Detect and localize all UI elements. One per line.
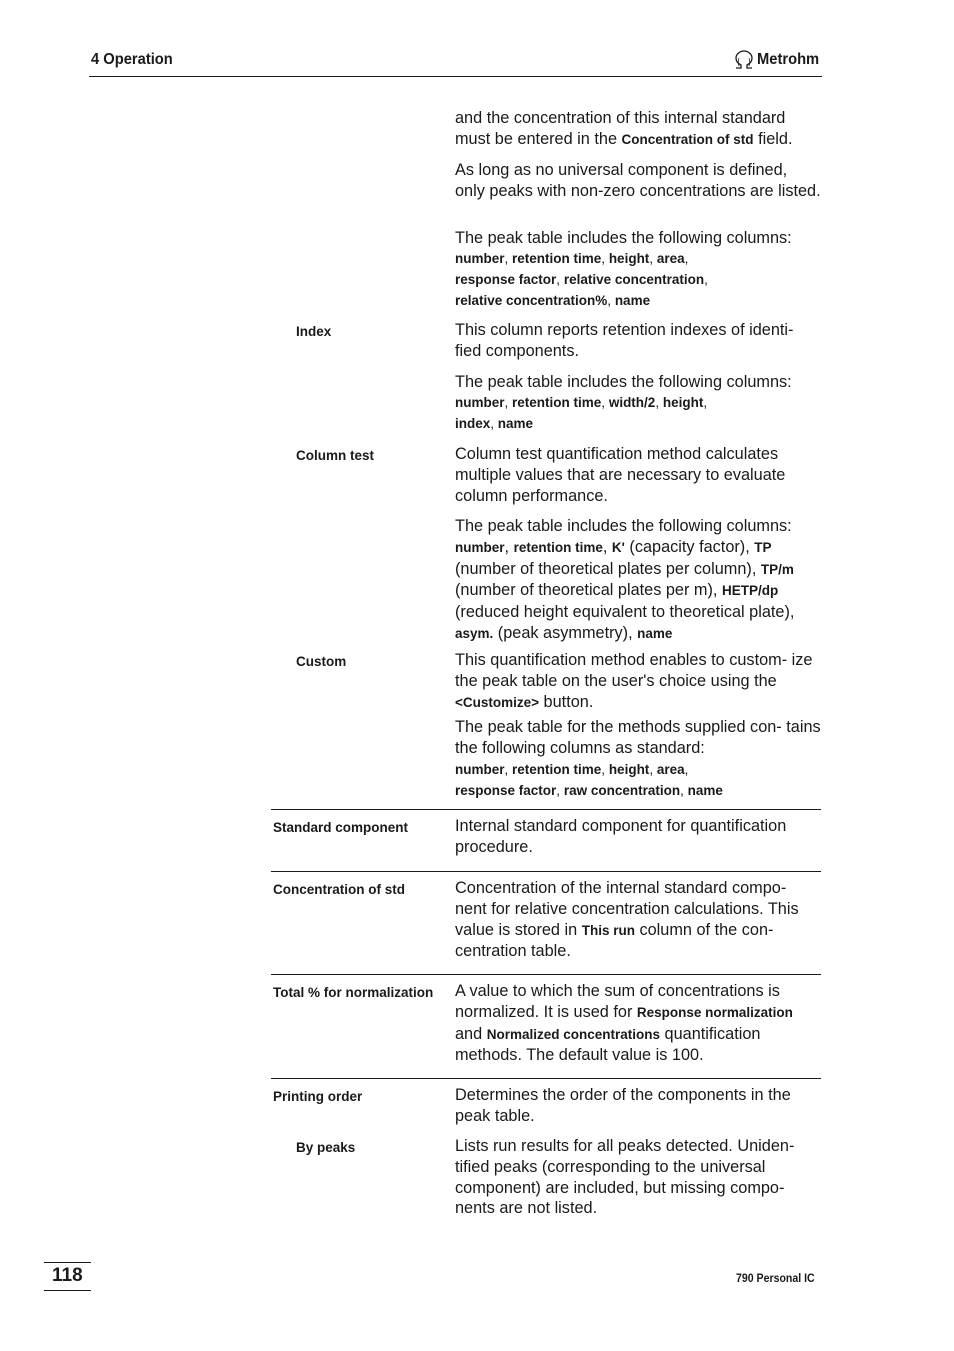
column-test-paragraph-1: Column test quantification method calculates multiple values that are necessary to evaluate column performance. [455, 445, 786, 505]
index-paragraph-1: This column reports retention indexes of identi- fied components. [455, 321, 794, 360]
custom-columns-list: number, retention time, height, area, response factor, raw concentration, name [455, 762, 723, 798]
divider-rule [271, 1078, 821, 1079]
divider-rule [271, 809, 821, 810]
divider-rule [271, 871, 821, 872]
total-normalization-description: A value to which the sum of concentrations is normalized. It is used for Response normalization and Normalized concentrations quantification methods. The default value is 100. [455, 982, 793, 1065]
term-standard-component: Standard component [273, 820, 409, 835]
term-by-peaks: By peaks [296, 1140, 356, 1155]
product-name: 790 Personal IC [736, 1271, 815, 1285]
intro-paragraph-2: As long as no universal component is defined, only peaks with non-zero concentrations are listed. [455, 161, 821, 200]
term-custom: Custom [296, 654, 347, 669]
by-peaks-description: Lists run results for all peaks detected. Uniden- tified peaks (corresponding to the universal component) are included, but missing compo- nents are not listed. [455, 1137, 795, 1218]
intro-paragraph-3: The peak table includes the following columns: [455, 229, 792, 247]
concentration-of-std-description: Concentration of the internal standard compo- nent for relative concentration calculations. This value is stored in This run column of the con- centration table. [455, 879, 799, 961]
brand-name: Metrohm [757, 51, 820, 68]
divider-rule [271, 974, 821, 975]
intro-columns-list: number, retention time, height, area, response factor, relative concentration, relative concentration%, name [455, 251, 708, 308]
term-total-normalization: Total % for normalization [273, 985, 434, 1000]
term-index: Index [296, 324, 332, 339]
custom-paragraph-1: This quantification method enables to custom- ize the peak table on the user's choice using the <Customize> button. [455, 651, 813, 711]
page-number-top-rule [44, 1262, 91, 1263]
printing-order-description: Determines the order of the components in the peak table. [455, 1086, 791, 1125]
section-title: 4 Operation [91, 51, 173, 68]
custom-paragraph-2: The peak table for the methods supplied con- tains the following columns as standard: [455, 718, 821, 757]
term-printing-order: Printing order [273, 1089, 363, 1104]
column-test-paragraph-2: The peak table includes the following columns: number, retention time, K' (capacity factor), TP (number of theoretical plates per column), TP/m (number of theoretical plates per m), HETP/dp (reduced height equivalent to theoretical plate), asym. (peak asymmetry), name [455, 517, 795, 642]
metrohm-omega-logo-icon [733, 50, 755, 70]
standard-component-description: Internal standard component for quantification procedure. [455, 817, 787, 856]
index-columns-list: number, retention time, width/2, height, index, name [455, 395, 708, 431]
page-number: 118 [52, 1265, 83, 1286]
page-number-bottom-rule [44, 1290, 91, 1291]
term-concentration-of-std: Concentration of std [273, 882, 405, 897]
index-paragraph-2: The peak table includes the following columns: [455, 373, 792, 391]
term-column-test: Column test [296, 448, 375, 463]
brand-logo [733, 50, 825, 70]
header-rule [89, 76, 822, 77]
intro-paragraph-1: and the concentration of this internal standard must be entered in the Concentration of std field. [455, 109, 793, 148]
